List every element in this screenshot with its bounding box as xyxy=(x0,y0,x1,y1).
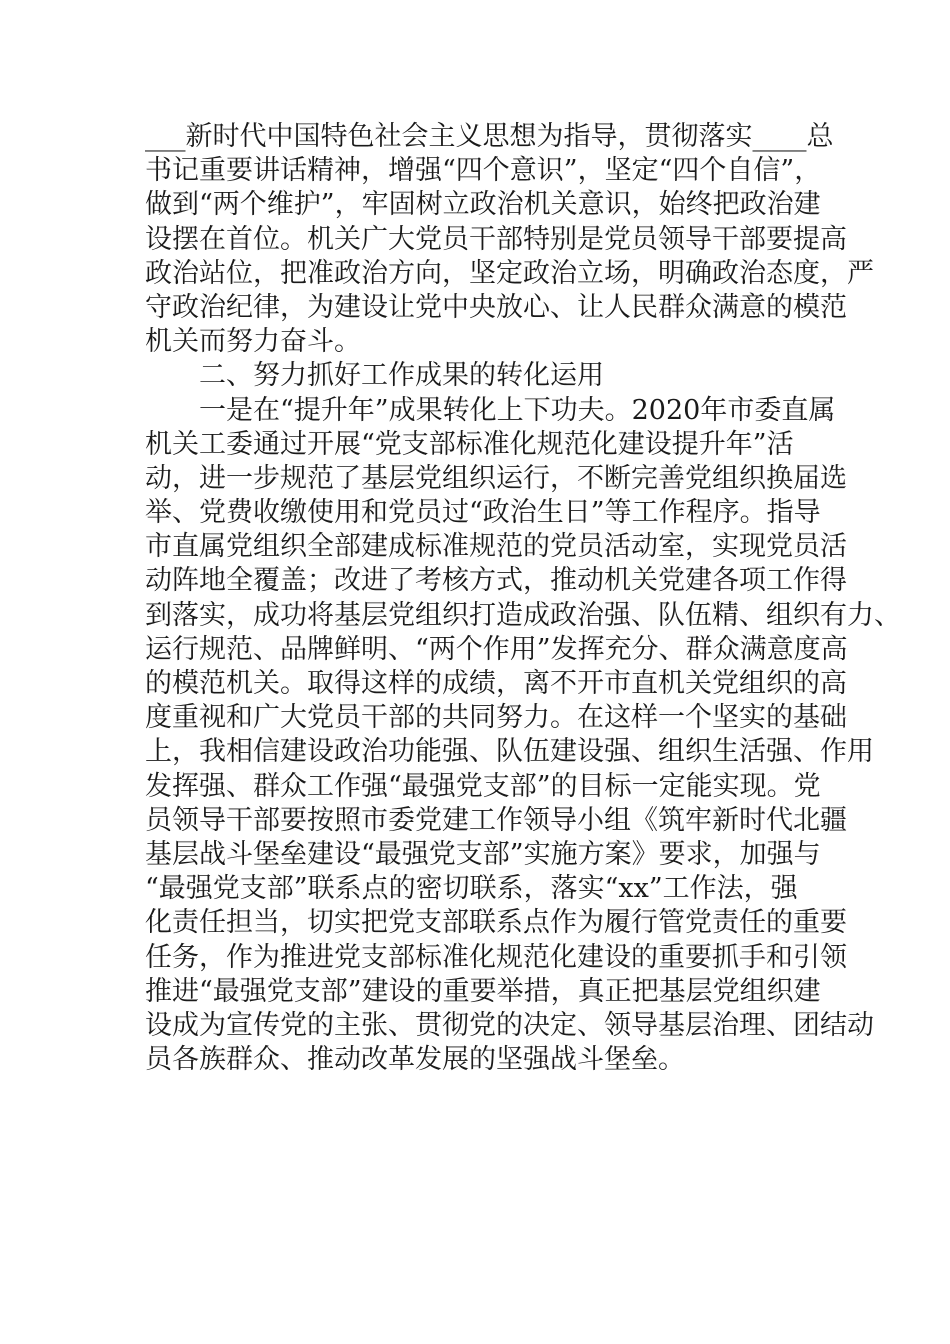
text-line: 发挥强、群众工作强“最强党支部”的目标一定能实现。党 xyxy=(145,770,821,802)
text-line: “最强党支部”联系点的密切联系，落实“xx”工作法，强 xyxy=(145,873,798,905)
text-line: 运行规范、品牌鲜明、“两个作用”发挥充分、群众满意度高 xyxy=(145,633,848,665)
text-line: 政治站位，把准政治方向，坚定政治立场，明确政治态度，严 xyxy=(145,257,874,289)
text-line: 动阵地全覆盖；改进了考核方式，推动机关党建各项工作得 xyxy=(145,565,847,597)
text-line: 任务，作为推进党支部标准化规范化建设的重要抓手和引领 xyxy=(145,941,847,973)
text-line: 员领导干部要按照市委党建工作领导小组《筑牢新时代北疆 xyxy=(145,804,847,836)
text-line: 到落实，成功将基层党组织打造成政治强、队伍精、组织有力、 xyxy=(145,599,901,631)
text-line: 市直属党组织全部建成标准规范的党员活动室，实现党员活 xyxy=(145,531,847,563)
text-line: 化责任担当，切实把党支部联系点作为履行管党责任的重要 xyxy=(145,907,847,939)
text-line: 动，进一步规范了基层党组织运行，不断完善党组织换届选 xyxy=(145,462,847,494)
text-line: 机关工委通过开展“党支部标准化规范化建设提升年”活 xyxy=(145,428,794,460)
text-line: ___新时代中国特色社会主义思想为指导，贯彻落实____总 xyxy=(145,121,834,152)
text-line: 推进“最强党支部”建设的重要举措，真正把基层党组织建 xyxy=(145,975,821,1007)
text-line: 员各族群众、推动改革发展的坚强战斗堡垒。 xyxy=(145,1044,685,1076)
text-line: 机关而努力奋斗。 xyxy=(145,326,361,358)
text-line: 上，我相信建设政治功能强、队伍建设强、组织生活强、作用 xyxy=(145,736,874,768)
text-line: 书记重要讲话精神，增强“四个意识”，坚定“四个自信”， xyxy=(145,155,822,187)
text-line: 做到“两个维护”，牢固树立政治机关意识，始终把政治建 xyxy=(145,189,821,221)
text-line: 守政治纪律，为建设让党中央放心、让人民群众满意的模范 xyxy=(145,291,847,323)
document-body xyxy=(145,120,901,1077)
text-line: 举、党费收缴使用和党员过“政治生日”等工作程序。指导 xyxy=(145,497,821,529)
text-line: 基层战斗堡垒建设“最强党支部”实施方案》要求，加强与 xyxy=(145,838,821,870)
text-line: 设摆在首位。机关广大党员干部特别是党员领导干部要提高 xyxy=(145,223,847,255)
text-line: 度重视和广大党员干部的共同努力。在这样一个坚实的基础 xyxy=(145,702,847,734)
paragraph-first-line: 一是在“提升年”成果转化上下功夫。2020年市委直属 xyxy=(199,394,836,426)
section-heading: 二、努力抓好工作成果的转化运用 xyxy=(199,360,604,392)
text-line: 设成为宣传党的主张、贯彻党的决定、领导基层治理、团结动 xyxy=(145,1009,874,1041)
text-line: 的模范机关。取得这样的成绩，离不开市直机关党组织的高 xyxy=(145,668,847,699)
